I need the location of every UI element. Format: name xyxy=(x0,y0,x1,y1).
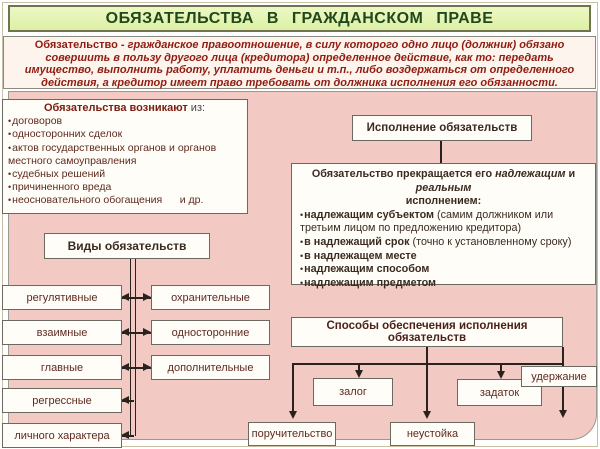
type-protective: охранительные xyxy=(151,285,270,310)
origins-heading: Обязательства возникают из: xyxy=(43,102,206,114)
method-suretyship: поручительство xyxy=(248,422,336,446)
type-regress: регрессные xyxy=(2,388,122,413)
arrow-down-icon xyxy=(423,411,431,419)
origins-item: • причиненного вреда xyxy=(8,181,241,194)
origins-item: • неосновательного обогащения и др. xyxy=(8,194,241,207)
method-penalty: неустойка xyxy=(390,422,475,446)
arrow-left-icon xyxy=(121,293,129,301)
arrow-left-icon xyxy=(121,396,129,404)
type-regulative: регулятивные xyxy=(2,285,122,310)
execution-item: • надлежащим предметом xyxy=(300,277,587,291)
connector-line xyxy=(426,347,428,363)
method-pledge: залог xyxy=(313,378,393,406)
trunk-line xyxy=(130,259,136,436)
arrow-left-icon xyxy=(121,431,129,439)
definition-text: - гражданское правоотношение, в силу которого одно лицо (должник) обязано совершить в пользу другого лица (кредитора) определенное действие, как то: передать имущество, выполнить работу, уплатить деньги и т.п., либо воздержаться от определенного действия, а кредитор имеет право требовать от должника исполнения его обязанности. xyxy=(24,39,575,89)
arrow-left-icon xyxy=(121,328,129,336)
execution-item: • в надлежащий срок (точно к установленному сроку) xyxy=(300,236,587,250)
origins-item: • договоров xyxy=(8,115,241,128)
type-unilateral: односторонние xyxy=(151,320,270,345)
connector-rail xyxy=(292,363,564,365)
origins-item: • судебных решений xyxy=(8,168,241,181)
arrow-down-icon xyxy=(355,370,363,378)
arrow-right-icon xyxy=(143,293,151,301)
execution-item: • в надлежащем месте xyxy=(300,250,587,264)
type-additional: дополнительные xyxy=(151,355,270,380)
type-mutual: взаимные xyxy=(2,320,122,345)
method-retention: удержание xyxy=(521,366,597,387)
slide-title: ОБЯЗАТЕЛЬСТВА В ГРАЖДАНСКОМ ПРАВЕ xyxy=(8,5,591,32)
connector-line xyxy=(440,141,442,163)
execution-intro-2: исполнением: xyxy=(405,195,482,208)
arrow-right-icon xyxy=(143,363,151,371)
definition-box xyxy=(3,36,596,89)
type-main: главные xyxy=(2,355,122,380)
execution-heading-box: Исполнение обязательств xyxy=(352,115,532,141)
arrow-right-icon xyxy=(143,328,151,336)
arrow-down-icon xyxy=(289,411,297,419)
origins-item: • односторонних сделок xyxy=(8,128,241,141)
definition-lead: Обязательство xyxy=(34,39,118,51)
method-deposit: задаток xyxy=(457,379,542,406)
execution-intro: Обязательство прекращается его надлежащим и реальным xyxy=(311,168,576,194)
execution-item: • надлежащим способом xyxy=(300,263,587,277)
connector-line xyxy=(292,363,294,411)
arrow-down-icon xyxy=(559,410,567,418)
arrow-down-icon xyxy=(497,371,505,379)
origins-item: • актов государственных органов и органов местного самоуправления xyxy=(8,142,241,168)
methods-heading-box: Способы обеспечения исполнения обязательств xyxy=(291,317,563,347)
connector-line xyxy=(426,364,428,411)
obligations-origins-box xyxy=(2,99,248,214)
type-personal: личного характера xyxy=(2,423,122,448)
types-heading-box: Виды обязательств xyxy=(44,233,210,259)
execution-details-box xyxy=(291,163,596,289)
execution-item: • надлежащим субъектом (самим должником или третьим лицом по предложению кредитора) xyxy=(300,209,587,236)
arrow-left-icon xyxy=(121,363,129,371)
